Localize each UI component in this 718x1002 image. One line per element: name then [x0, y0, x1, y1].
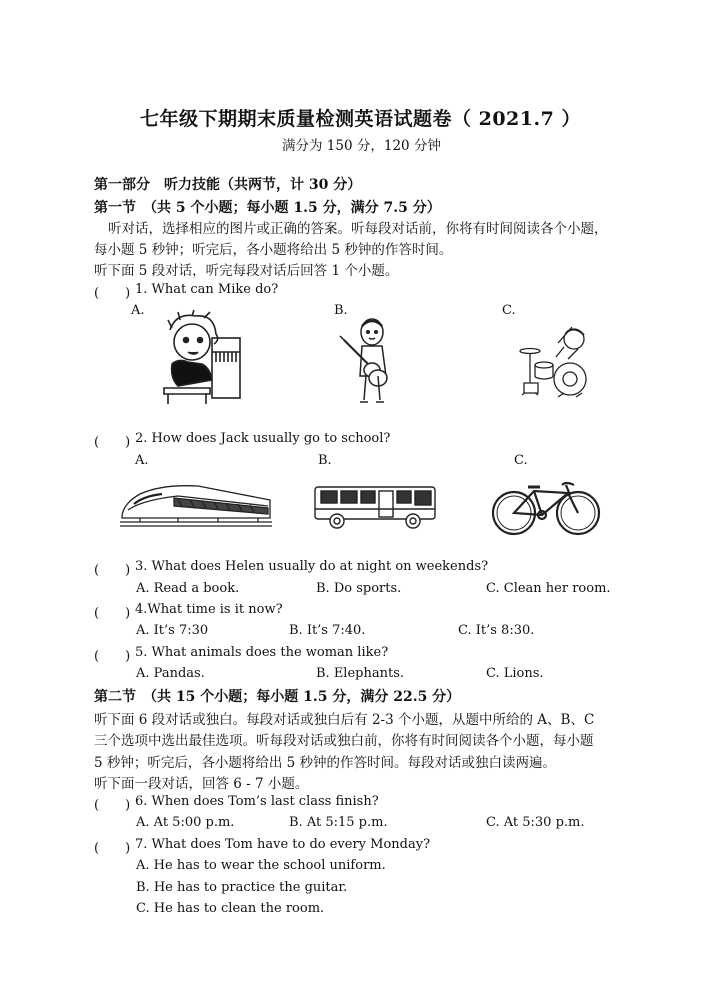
- q1-option-b-label: B.: [334, 303, 348, 318]
- q2-option-b-label: B.: [318, 453, 332, 468]
- answer-blank-4[interactable]: ( ): [94, 606, 131, 621]
- question-5: 5. What animals does the woman like?: [135, 645, 389, 660]
- section2-instruction-line3: 5 秒钟；听完后，各小题将给出 5 秒钟的作答时间。每段对话或独白读两遍。: [94, 755, 557, 771]
- section2-instruction-line2: 三个选项中选出最佳选项。听每段对话或独白前，你将有时间阅读各个小题，每小题: [94, 733, 594, 749]
- part1-heading: 第一部分 听力技能（共两节，计 30 分）: [94, 177, 362, 193]
- train-icon[interactable]: [118, 478, 274, 528]
- section1-instruction-line2: 每小题 5 秒钟；听完后，各小题将给出 5 秒钟的作答时间。: [94, 242, 453, 258]
- section1-instruction-line1: 听对话，选择相应的图片或正确的答案。听每段对话前，你将有时间阅读各个小题，: [108, 221, 608, 237]
- answer-blank-3[interactable]: ( ): [94, 563, 131, 578]
- question-6: 6. When does Tom’s last class finish?: [135, 794, 379, 809]
- section1-instruction-line3: 听下面 5 段对话，听完每段对话后回答 1 个小题。: [94, 263, 399, 279]
- question-1: 1. What can Mike do?: [135, 282, 279, 297]
- question-4: 4.What time is it now?: [135, 602, 283, 617]
- bicycle-icon[interactable]: [486, 479, 606, 537]
- answer-blank-5[interactable]: ( ): [94, 649, 131, 664]
- section1-heading: 第一节 （共 5 个小题；每小题 1.5 分，满分 7.5 分）: [94, 200, 441, 216]
- q6-option-b[interactable]: B. At 5:15 p.m.: [289, 815, 388, 830]
- q5-option-b[interactable]: B. Elephants.: [316, 666, 405, 681]
- section2-instruction-line4: 听下面一段对话，回答 6 - 7 小题。: [94, 776, 309, 792]
- q5-option-a[interactable]: A. Pandas.: [136, 666, 205, 681]
- q7-option-b[interactable]: B. He has to practice the guitar.: [136, 880, 348, 895]
- answer-blank-7[interactable]: ( ): [94, 841, 131, 856]
- q3-option-b[interactable]: B. Do sports.: [316, 581, 402, 596]
- q6-option-c[interactable]: C. At 5:30 p.m.: [486, 815, 585, 830]
- page-title: 七年级下期期末质量检测英语试题卷（ 2021.7 ）: [140, 108, 581, 130]
- drummer-icon[interactable]: [518, 323, 594, 399]
- q4-option-b[interactable]: B. It’s 7:40.: [289, 623, 366, 638]
- boy-playing-guitar-icon[interactable]: [338, 316, 396, 408]
- question-7: 7. What does Tom have to do every Monday?: [135, 837, 431, 852]
- answer-blank-6[interactable]: ( ): [94, 798, 131, 813]
- page-subtitle: 满分为 150 分，120 分钟: [282, 138, 441, 154]
- answer-blank-1[interactable]: ( ): [94, 286, 131, 301]
- q7-option-c[interactable]: C. He has to clean the room.: [136, 901, 325, 916]
- q6-option-a[interactable]: A. At 5:00 p.m.: [136, 815, 235, 830]
- q7-option-a[interactable]: A. He has to wear the school uniform.: [136, 858, 386, 873]
- bus-icon[interactable]: [313, 485, 439, 531]
- question-2: 2. How does Jack usually go to school?: [135, 431, 391, 446]
- section2-instruction-line1: 听下面 6 段对话或独白。每段对话或独白后有 2-3 个小题，从题中所给的 A、B、C: [94, 712, 595, 728]
- q2-option-a-label: A.: [135, 453, 149, 468]
- q1-option-c-label: C.: [502, 303, 516, 318]
- question-3: 3. What does Helen usually do at night on weekends?: [135, 559, 489, 574]
- q2-option-c-label: C.: [514, 453, 528, 468]
- boy-playing-piano-icon[interactable]: [158, 308, 242, 406]
- q3-option-c[interactable]: C. Clean her room.: [486, 581, 611, 596]
- q4-option-a[interactable]: A. It’s 7:30: [136, 623, 209, 638]
- q3-option-a[interactable]: A. Read a book.: [136, 581, 240, 596]
- answer-blank-2[interactable]: ( ): [94, 435, 131, 450]
- q4-option-c[interactable]: C. It’s 8:30.: [458, 623, 535, 638]
- q1-option-a-label: A.: [131, 303, 145, 318]
- q5-option-c[interactable]: C. Lions.: [486, 666, 544, 681]
- section2-heading: 第二节 （共 15 个小题；每小题 1.5 分，满分 22.5 分）: [94, 689, 461, 705]
